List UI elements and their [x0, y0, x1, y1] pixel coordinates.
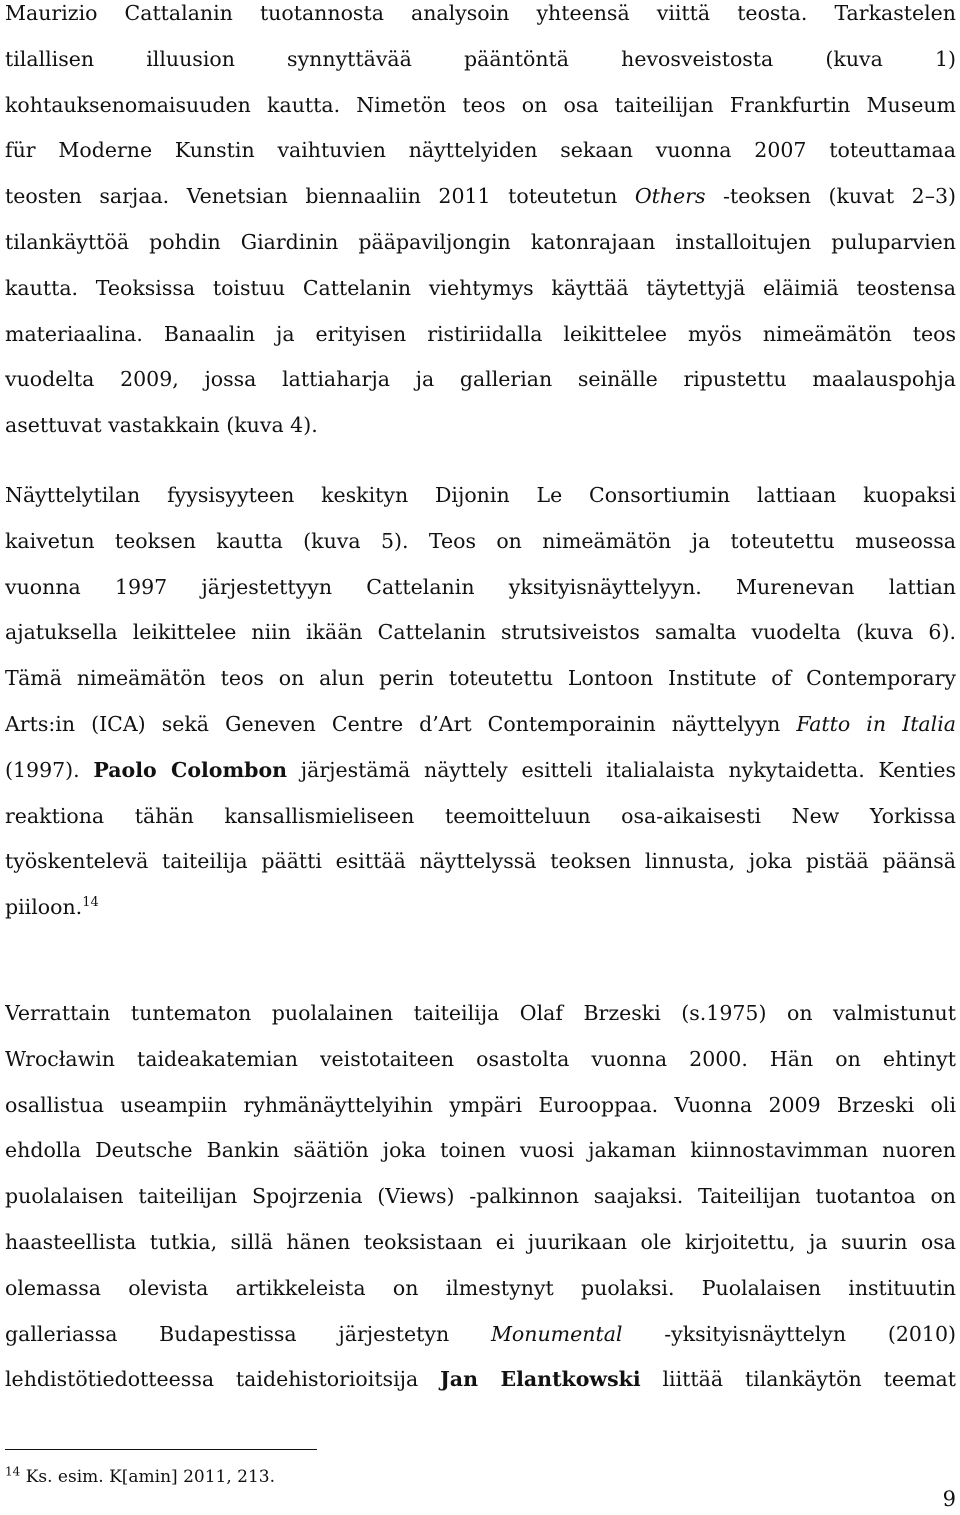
text-line: [5, 1356, 956, 1402]
text-run: teosten sarjaa. Venetsian biennaaliin 2011 toteutetun: [5, 184, 635, 209]
text-run: vuodelta 2009, jossa lattiaharja ja gallerian seinälle ripustettu maalauspohja: [5, 367, 956, 392]
text-run: für Moderne Kunstin vaihtuvien näyttelyiden sekaan vuonna 2007 toteuttamaa: [5, 138, 956, 163]
text-line: [5, 609, 956, 655]
text-run: vuonna 1997 järjestettyyn Cattelanin yksityisnäyttelyyn. Murenevan lattian: [5, 574, 956, 599]
text-run: järjestämä näyttely esitteli italialaista nykytaidetta. Kenties: [287, 757, 956, 782]
text-run: kohtauksenomaisuuden kautta. Nimetön teos on osa taiteilijan Frankfurtin Museum: [5, 92, 956, 117]
text-line: [5, 701, 956, 747]
text-line: [5, 518, 956, 564]
text-line: [5, 265, 956, 311]
text-line: [5, 127, 956, 173]
text-run: olemassa olevista artikkeleista on ilmestynyt puolaksi. Puolalaisen instituutin: [5, 1275, 956, 1300]
text-line: [5, 564, 956, 610]
text-run: osallistua useampiin ryhmänäyttelyihin ympäri Eurooppaa. Vuonna 2009 Brzeski oli: [5, 1092, 956, 1117]
text-run: haasteellista tutkia, sillä hänen teoksistaan ei juurikaan ole kirjoitettu, ja suurin osa: [5, 1230, 956, 1254]
text-run: piiloon.: [5, 895, 83, 920]
text-run: ehdolla Deutsche Bankin säätiön joka toinen vuosi jakaman kiinnostavimman nuoren: [5, 1138, 956, 1163]
text-line: [5, 1036, 956, 1082]
text-run: tilankäyttöä pohdin Giardinin pääpaviljongin katonrajaan installoitujen puluparvien: [5, 230, 956, 254]
text-italic: Fatto in Italia: [796, 712, 956, 736]
text-line: [5, 402, 956, 448]
footnote: [5, 1466, 275, 1488]
text-line: [5, 173, 956, 219]
text-run: Maurizio Cattalanin tuotannosta analysoin yhteensä viittä teosta. Tarkastelen: [5, 1, 956, 25]
text-run: ajatuksella leikittelee niin ikään Cattelanin strutsiveistos samalta vuodelta (kuva 6).: [5, 620, 956, 645]
footnote-text: Ks. esim. K[amin] 2011, 213.: [25, 1467, 276, 1487]
text-run: Arts:in (ICA) sekä Geneven Centre d’Art Contemporainin näyttelyyn: [5, 712, 797, 736]
text-run: Verrattain tuntematon puolalainen taiteilija Olaf Brzeski (s.1975) on valmistunut: [5, 1001, 956, 1025]
footnote-separator: [5, 1449, 317, 1450]
text-line: [5, 838, 956, 884]
text-line: [5, 655, 956, 701]
text-run: liittää tilankäytön teemat: [640, 1367, 956, 1392]
text-run: (1997).: [5, 757, 94, 782]
text-run: kaivetun teoksen kautta (kuva 5). Teos on nimeämätön ja toteutettu museossa: [5, 528, 956, 553]
text-run: kautta. Teoksissa toistuu Cattelanin viehtymys käyttää täytettyjä eläimiä teostensa: [5, 275, 956, 300]
text-line: [5, 356, 956, 402]
text-line: [5, 1082, 956, 1128]
text-run: Tämä nimeämätön teos on alun perin toteutettu Lontoon Institute of Contemporary: [5, 666, 956, 691]
text-line: [5, 747, 956, 793]
text-line: [5, 1265, 956, 1311]
text-line: [5, 884, 956, 930]
text-line: [5, 1219, 956, 1265]
text-line: [5, 82, 956, 128]
text-run: Wrocławin taideakatemian veistotaiteen osastolta vuonna 2000. Hän on ehtinyt: [5, 1046, 956, 1071]
page-number: 9: [942, 1487, 956, 1511]
text-line: [5, 1173, 956, 1219]
text-sup: 14: [82, 895, 99, 911]
text-line: [5, 990, 956, 1036]
text-line: [5, 0, 956, 36]
text-line: [5, 36, 956, 82]
text-run: työskentelevä taiteilija päätti esittää näyttelyssä teoksen linnusta, joka pistää päänsä: [5, 849, 956, 874]
text-line: [5, 1127, 956, 1173]
text-run: asettuvat vastakkain (kuva 4).: [5, 413, 318, 438]
text-line: [5, 219, 956, 265]
text-italic: Monumental: [490, 1321, 623, 1346]
text-run: galleriassa Budapestissa järjestetyn: [5, 1321, 491, 1346]
text-run: Näyttelytilan fyysisyyteen keskityn Dijonin Le Consortiumin lattiaan kuopaksi: [5, 483, 956, 507]
text-run: lehdistötiedotteessa taidehistorioitsija: [5, 1367, 441, 1392]
text-run: -yksityisnäyttelyn (2010): [622, 1321, 956, 1346]
text-italic: Others: [634, 184, 706, 209]
text-run: puolalaisen taiteilijan Spojrzenia (Views) -palkinnon saajaksi. Taiteilijan tuotantoa on: [5, 1184, 956, 1209]
text-line: [5, 793, 956, 839]
text-bold: Paolo Colombon: [93, 757, 288, 782]
text-run: tilallisen illuusion synnyttävää pääntöntä hevosveistosta (kuva 1): [5, 46, 956, 71]
footnote-mark: 14: [5, 1464, 21, 1479]
text-run: -teoksen (kuvat 2–3): [705, 184, 956, 209]
text-line: [5, 472, 956, 518]
text-run: reaktiona tähän kansallismieliseen teemoitteluun osa-aikaisesti New Yorkissa: [5, 803, 956, 828]
text-bold: Jan Elantkowski: [440, 1367, 641, 1392]
text-run: materiaalina. Banaalin ja erityisen ristiriidalla leikittelee myös nimeämätön teos: [5, 321, 956, 346]
text-line: [5, 1311, 956, 1357]
text-line: [5, 311, 956, 357]
